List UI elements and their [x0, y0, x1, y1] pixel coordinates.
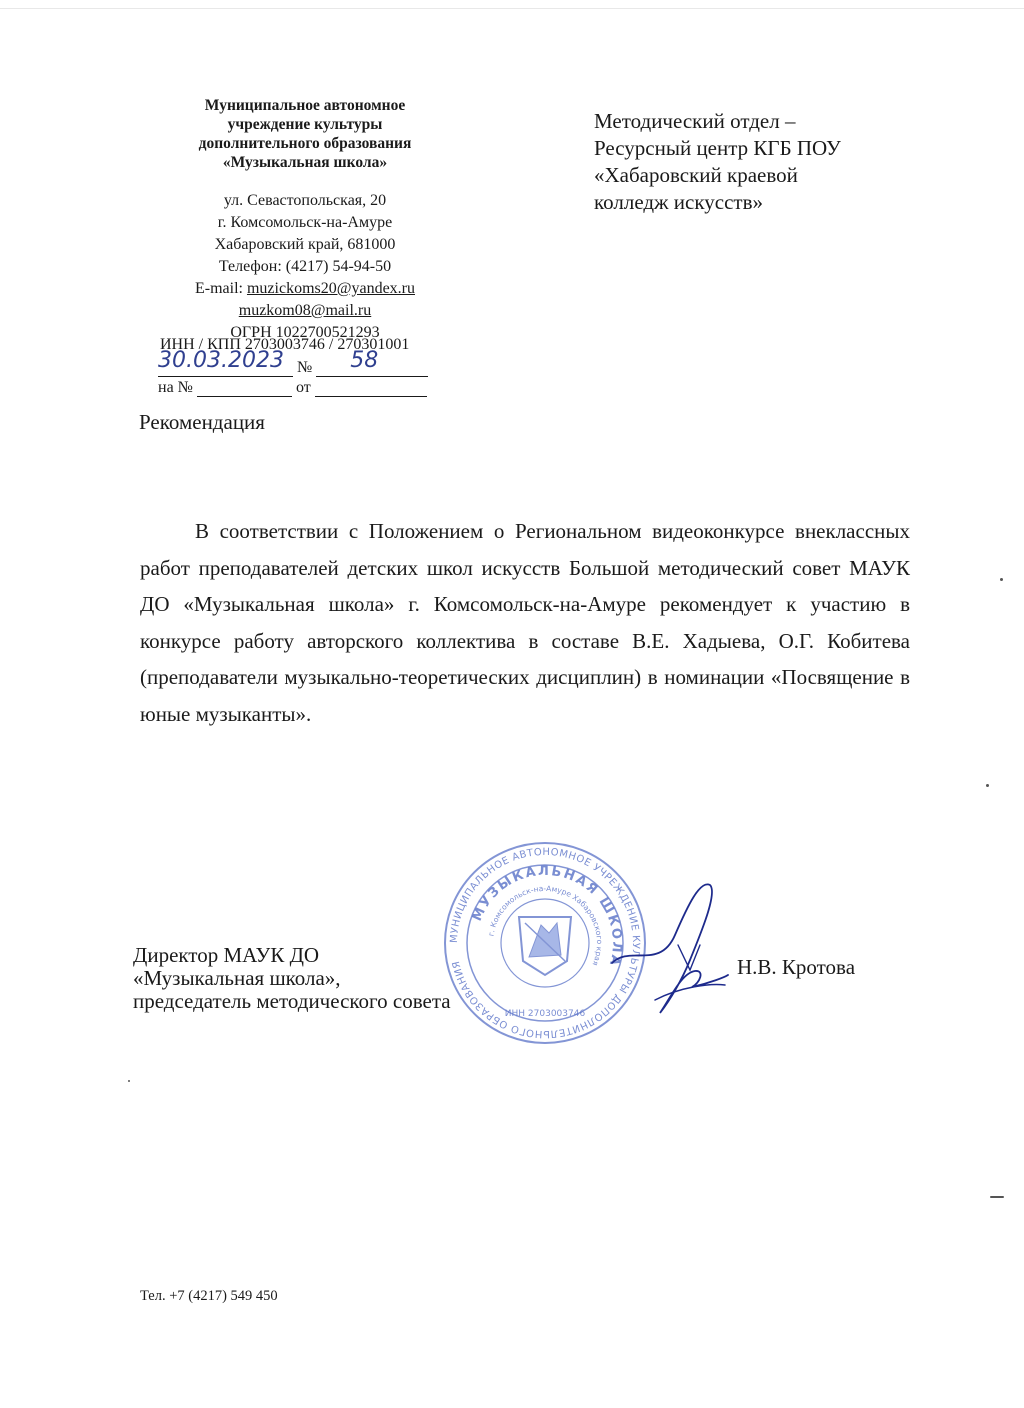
- inn-kpp: ИНН / КПП 2703003746 / 270301001: [160, 336, 410, 353]
- stamp-inner-text: МУЗЫКАЛЬНАЯ ШКОЛА: [469, 863, 625, 969]
- recipient-line: Методический отдел –: [594, 109, 796, 133]
- ref-number-field: [197, 378, 292, 397]
- address-line: Телефон: (4217) 54-94-50: [218, 258, 392, 275]
- signatory-title-line: председатель методического совета: [133, 989, 451, 1013]
- signatory-title-line: «Музыкальная школа»,: [133, 966, 341, 990]
- scan-speck: [128, 1080, 130, 1082]
- from-label: от: [295, 379, 311, 396]
- address-line: г. Комсомольск-на-Амуре: [217, 214, 393, 231]
- signatory-title-line: Директор МАУК ДО: [133, 943, 320, 967]
- email-line: [140, 278, 470, 300]
- ref-label: на №: [158, 379, 193, 396]
- signer-name: Н.В. Кротова: [737, 955, 856, 979]
- organization-name: [140, 96, 470, 172]
- recipient-line: «Хабаровский краевой: [594, 163, 798, 187]
- date-field: [158, 348, 293, 377]
- recipient-line: Ресурсный центр КГБ ПОУ: [594, 136, 841, 160]
- handwritten-signature: [600, 875, 730, 1025]
- ogrn: ОГРН 1022700521293: [230, 324, 380, 341]
- scan-speck: [990, 1196, 1004, 1198]
- stamp-inn: ИНН 2703003746: [504, 1009, 586, 1019]
- scan-speck: [1000, 578, 1003, 581]
- sender-address: [140, 190, 470, 344]
- ref-date-field: [315, 378, 427, 397]
- org-line: Муниципальное автономное: [204, 97, 406, 114]
- address-line: Хабаровский край, 681000: [214, 236, 396, 253]
- number-label: №: [297, 359, 313, 376]
- scan-speck: [986, 784, 989, 787]
- email-label: E-mail:: [194, 280, 247, 297]
- sender-block: [140, 96, 470, 344]
- address-line: ул. Севастопольская, 20: [223, 192, 387, 209]
- stamp-emblem-icon: [519, 917, 571, 975]
- footer-phone: Тел. +7 (4217) 549 450: [140, 1288, 278, 1304]
- document-title: Рекомендация: [139, 410, 265, 434]
- signatory-title: [133, 944, 451, 1013]
- email-line-2: [140, 300, 470, 322]
- body-paragraph: В соответствии с Положением о Региональном видеоконкурсе внеклассных работ преподавателей детских школ искусств Большой методический совет МАУК ДО «Музыкальная школа» г. Комсомольск-на-Амуре рекомендует к участию в конкурсе работу авторского коллектива в составе В.Е. Хадыева, О.Г. Кобитева (преподаватели музыкально-теоретических дисциплин) в номинации «Посвящение в юные музыканты».: [140, 519, 910, 726]
- stamp-city-text: г. Комсомольск-на-Амуре Хабаровского края: [486, 883, 605, 967]
- org-line: учреждение культуры: [227, 116, 383, 133]
- org-line: «Музыкальная школа»: [222, 154, 388, 171]
- scan-edge-line: [0, 8, 1024, 9]
- email-link-1[interactable]: muzickoms20@yandex.ru: [246, 280, 415, 297]
- handwritten-number: 58: [350, 348, 379, 373]
- email-link-2[interactable]: muzkom08@mail.ru: [238, 302, 372, 319]
- handwritten-date: 30.03.2023: [158, 348, 284, 373]
- recipient-block: [594, 108, 841, 216]
- recipient-line: колледж искусств»: [594, 190, 764, 214]
- number-field: [316, 348, 428, 377]
- stamp-outer-text: МУНИЦИПАЛЬНОЕ АВТОНОМНОЕ УЧРЕЖДЕНИЕ КУЛЬТУРЫ ДОПОЛНИТЕЛЬНОГО ОБРАЗОВАНИЯ: [448, 846, 642, 1040]
- outgoing-registration-line: [158, 348, 428, 377]
- incoming-reference-line: [158, 378, 427, 397]
- org-line: дополнительного образования: [198, 135, 412, 152]
